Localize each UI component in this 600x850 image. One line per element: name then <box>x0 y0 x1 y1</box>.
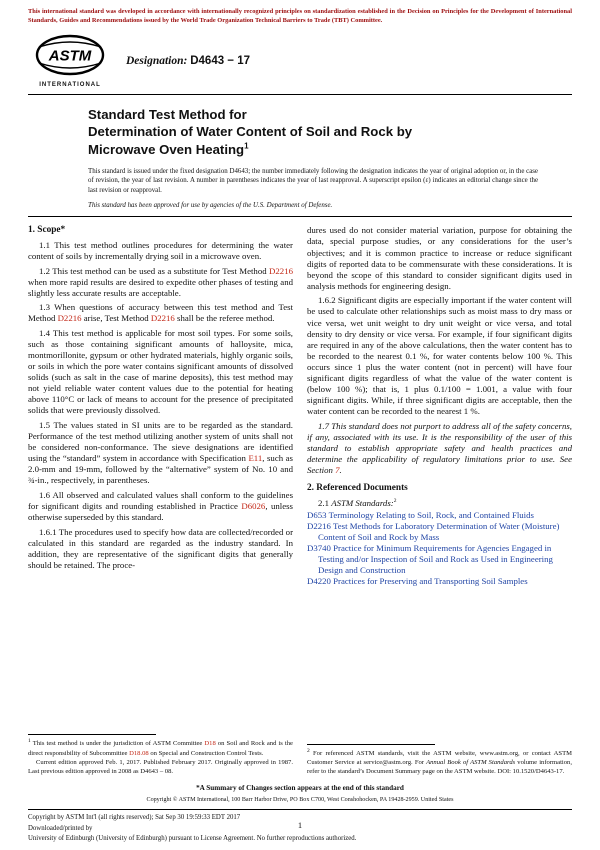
paragraph-1-6 <box>28 490 293 523</box>
paragraph-1-4: 1.4 This test method is applicable for most soil types. For some soils, such as those containing significant amounts of halloysite, mica, montmorillonite, gypsum or other hydrated materials, highly organic soils, or soils in which the pore water contains significant amounts of dissolved solids (such as salt in the case of marine deposits), this test method may not yield reliable water content values due to the potential for heating above 110°C or lack of means to account for the presence of precipitated solids that were previously dissolved. <box>28 327 293 416</box>
footnote-1-marker: 1 <box>28 738 31 745</box>
reference-link-d2216[interactable]: D2216 Test Methods for Laboratory Determination of Water (Moisture) Content of Soil and Rock by Mass <box>307 520 560 542</box>
reference-link-d3740[interactable]: D3740 Practice for Minimum Requirements for Agencies Engaged in Testing and/or Inspection of Soil and Rock as Used in Engineering Design and Construction <box>307 542 553 576</box>
paragraph-1-7 <box>307 421 572 476</box>
download-stamp <box>28 813 572 844</box>
footnote-1 <box>28 730 293 776</box>
astm-logo <box>28 34 112 88</box>
footnote-2-text-b: volume information, refer to the standard’s Document Summary page on the ASTM website. DOI: 10.1520/D4643-17. <box>307 759 572 776</box>
page-number: 1 <box>297 820 303 831</box>
title-line-3-text: Microwave Oven Heating <box>88 141 245 157</box>
designation <box>126 55 250 67</box>
reference-item <box>307 510 572 521</box>
title-line-1: Standard Test Method for <box>88 107 247 123</box>
body-columns <box>28 223 572 776</box>
footer-rule <box>28 809 572 810</box>
reference-item <box>307 521 572 543</box>
paragraph-2-1-title: ASTM Standards: <box>331 497 394 508</box>
paragraph-1-7-text-a: 1.7 This standard does not purport to address all of the safety concerns, if any, associated with its use. It is the responsibility of the user of this standard to establish appropriate safety and health practices and determine the applicability of regulatory limitations prior to use. See Section <box>307 420 572 476</box>
paragraph-2-1 <box>307 498 572 509</box>
paragraph-1-7-text-b: . <box>339 465 342 476</box>
reference-link-d653[interactable]: D653 Terminology Relating to Soil, Rock, and Contained Fluids <box>307 509 534 520</box>
paragraph-1-6-1-continuation: dures used do not consider material variation, purpose for obtaining the data, special purpose studies, or any considerations for the user’s objectives; and it is common practice to increase or reduce significant digits of reported data to be commensurate with these considerations. It is beyond the scope of this standard to consider significant digits used in analysis methods for engineering design. <box>307 225 572 291</box>
footnote-2-marker: 2 <box>307 747 310 754</box>
title-line-2: Determination of Water Content of Soil and Rock by <box>88 124 413 140</box>
link-d2216[interactable]: D2216 <box>57 313 82 324</box>
link-d2216[interactable]: D2216 <box>150 313 175 324</box>
header <box>28 34 572 88</box>
footnote-2-ref[interactable]: 2 <box>393 497 397 504</box>
notice-rule <box>28 216 572 217</box>
paragraph-1-2 <box>28 266 293 299</box>
footnote-1-text-c: on Special and Construction Control Tests. <box>148 749 264 757</box>
paragraph-1-5 <box>28 420 293 486</box>
title-block <box>88 106 542 157</box>
summary-of-changes-note: *A Summary of Changes section appears at the end of this standard <box>196 784 404 793</box>
reference-item <box>307 543 572 576</box>
header-rule <box>28 94 572 95</box>
footnote-2 <box>307 740 572 777</box>
left-column <box>28 223 293 776</box>
page-bottom <box>28 780 572 844</box>
paragraph-1-6-text-a: 1.6 All observed and calculated values shall conform to the guidelines for significant digits and rounding established in Practice <box>28 490 293 512</box>
stamp-line-2: Downloaded/printed by <box>28 824 93 832</box>
footnote-2-text <box>307 748 572 777</box>
right-column <box>307 223 572 776</box>
paragraph-1-3-text-c: shall be the referee method. <box>174 313 275 324</box>
footnote-1-edition: Current edition approved Feb. 1, 2017. Published February 2017. Originally approved in 1987. Last previous edition approved in 2008 as D4643 – 08. <box>28 759 293 776</box>
reference-item <box>307 576 572 587</box>
footnote-2-text-italic: Annual Book of ASTM Standards <box>426 759 516 766</box>
astm-logo-text: ASTM <box>48 47 92 65</box>
paragraph-1-2-text-b: when more rapid results are desired to expedite other phases of testing and slightly less accurate results are acceptable. <box>28 276 293 298</box>
paragraph-1-2-text-a: 1.2 This test method can be used as a substitute for Test Method <box>39 265 270 276</box>
footnote-1-text <box>28 738 293 758</box>
paragraph-1-5-text-a: 1.5 The values stated in SI units are to be regarded as the standard. Performance of the test method utilizing another system of units shall not be considered non-conformance. The sieve designations are identified using the “standard” system in accordance with Specification <box>28 420 293 464</box>
section-2-heading: 2. Referenced Documents <box>307 483 408 494</box>
footnote-1-text-a: This test method is under the jurisdiction of ASTM Committee <box>30 740 205 748</box>
paragraph-1-6-1: 1.6.1 The procedures used to specify how data are collected/recorded or calculated in this standard are regarded as the industry standard. In addition, they are representative of the significant digits that generally should be retained. The proce- <box>28 526 293 570</box>
footnote-2-text-a: For referenced ASTM standards, visit the ASTM website, www.astm.org, or contact ASTM Customer Service at service@astm.org. For <box>307 749 572 766</box>
issuance-text: This standard is issued under the fixed designation D4643; the number immediately following the designation indicates the year of original adoption or, in the case of revision, the year of last revision. A number in parentheses indicates the year of last reapproval. A superscript epsilon (ε) indicates an editorial change since the last revision or reapproval. <box>88 167 538 195</box>
title-footnote-ref[interactable]: 1 <box>244 141 249 151</box>
dod-approval-text: This standard has been approved for use by agencies of the U.S. Department of Defense. <box>88 201 333 209</box>
link-d2216[interactable]: D2216 <box>269 265 293 276</box>
link-d6026[interactable]: D6026 <box>241 501 266 512</box>
tbt-banner-text: This international standard was developed in accordance with internationally recognized principles on standardization established in the Decision on Principles for the Development of International Standards, Guides and Recommendations issued by the World Trade Organization Technical Barriers to Trade (TBT) Committee. <box>28 8 572 24</box>
paragraph-1-6-text-b: , unless otherwise superseded by this standard. <box>28 501 293 523</box>
stamp-line-3: University of Edinburgh (University of Edinburgh) pursuant to License Agreement. No further reproductions authorized. <box>28 834 357 842</box>
paragraph-2-1-number: 2.1 <box>318 497 332 508</box>
footnote-1-text-b: on Soil and Rock and is the direct responsibility of Subcommittee <box>28 740 293 757</box>
footnote-separator <box>307 744 435 745</box>
link-d18[interactable]: D18 <box>204 740 216 748</box>
reference-list <box>307 510 572 588</box>
paragraph-1-1: 1.1 This test method outlines procedures for determining the water content of soils by incrementally drying soil in a microwave oven. <box>28 239 293 261</box>
footnote-separator <box>28 734 156 735</box>
stamp-line-1: Copyright by ASTM Int'l (all rights reserved); Sat Sep 30 19:59:33 EDT 2017 <box>28 814 241 822</box>
link-section-7[interactable]: 7 <box>335 465 340 476</box>
section-1-heading: 1. Scope* <box>28 225 66 236</box>
title-line-3 <box>88 141 542 158</box>
paragraph-1-5-text-b: , such as 2.0-mm and 19-mm, followed by the “alternative” system of No. 10 and ¾-in., respectively, in parentheses. <box>28 453 293 486</box>
logo-international-label: INTERNATIONAL <box>39 82 101 89</box>
paragraph-1-3 <box>28 302 293 324</box>
paragraph-1-3-text-b: arise, Test Method <box>81 313 151 324</box>
designation-label: Designation: <box>126 55 188 68</box>
link-e11[interactable]: E11 <box>248 453 263 464</box>
astm-globe-icon <box>34 34 106 76</box>
paragraph-1-6-2: 1.6.2 Significant digits are especially important if the water content will be used to calculate other relationships such as moist mass to dry mass or vice versa, wet unit weight to dry unit weight or vice versa, and total density to dry density or vice versa. For example, if four significant digits are required in any of the above calculations, then the water content has to be recorded to the nearest 0.1 %, for water contents below 100 %. This occurs since 1 plus the water content (not in percent) will have four significant digits regardless of what the value of the water content is (below 100 %); that is, 1 plus 0.1/100 = 1.001, a value with four significant digits. While, if three significant digits are acceptable, then the water content can be recorded to the nearest 1 %. <box>307 295 572 417</box>
copyright-line: Copyright © ASTM International, 100 Barr Harbor Drive, PO Box C700, West Conshohocken, PA 19428-2959. United States <box>146 797 454 804</box>
designation-value: D4643 − 17 <box>190 55 251 68</box>
paragraph-1-3-text-a: 1.3 When questions of accuracy between this test method and Test Method <box>28 302 293 324</box>
issuance-notice <box>88 167 538 211</box>
reference-link-d4220[interactable]: D4220 Practices for Preserving and Transporting Soil Samples <box>307 576 528 587</box>
link-d18-08[interactable]: D18.08 <box>129 749 149 757</box>
